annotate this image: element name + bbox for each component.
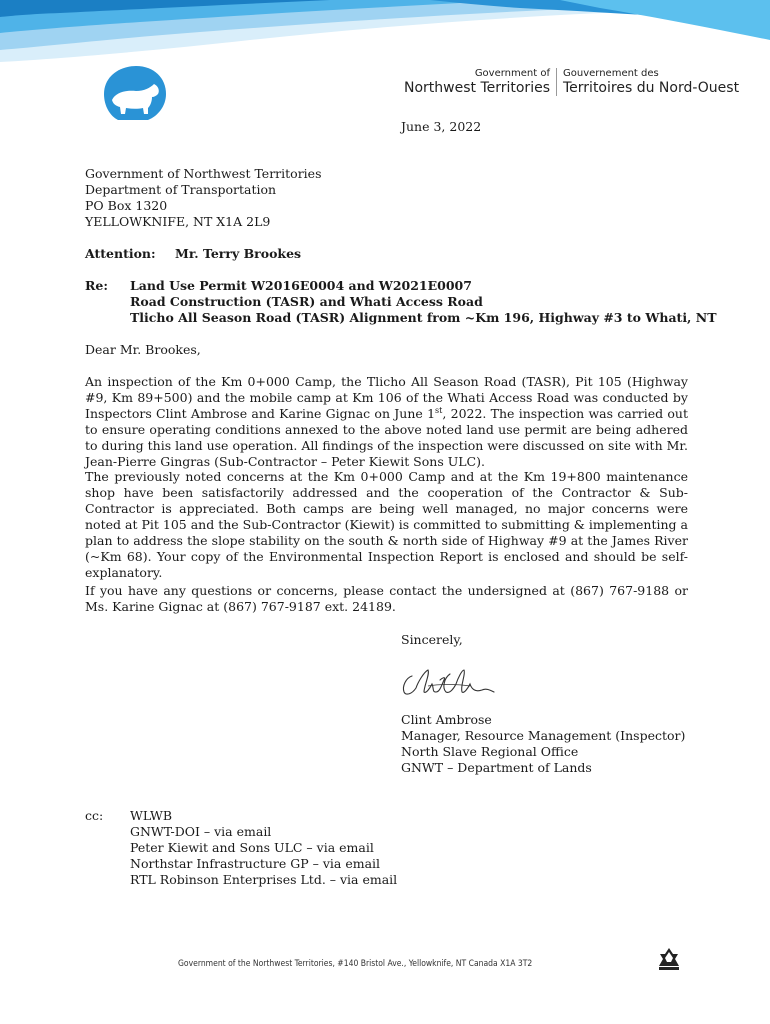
header-divider	[556, 68, 557, 96]
paragraph-concerns: The previously noted concerns at the Km 0+000 Camp and at the Km 19+800 maintenance shop have been satisfactorily addressed and the cooperation of the Contractor & Sub-Contractor is appreciated. Both camps are being well managed, no major concerns were noted at Pit 105 and the Sub-Contractor (Kiewit) is committed to submitting & implementing a plan to address the slope stability on the south & north side of Highway #9 at the James River (~Km 68). Your copy of the Environmental Inspection Report is enclosed and should be self-explanatory.	[85, 469, 688, 580]
paragraph-1-part-a: An inspection of the Km 0+000 Camp, the Tlicho All Season Road (TASR), Pit 105 (Highway #9, Km 89+500) and the mobile camp at Km 106 of the Whati Access Road was conducted by Inspectors Clint Ambrose and Karine Gignac on June 1	[85, 374, 688, 421]
re-line-1: Land Use Permit W2016E0004 and W2021E0007	[130, 278, 472, 293]
address-line-2: Department of Transportation	[85, 182, 277, 197]
header-swoosh-graphic	[0, 0, 770, 70]
salutation: Dear Mr. Brookes,	[85, 342, 201, 357]
address-line-3: PO Box 1320	[85, 198, 168, 213]
signer-title: Manager, Resource Management (Inspector)	[401, 728, 686, 743]
footer-address: Government of the Northwest Territories, #140 Bristol Ave., Yellowknife, NT Canada X1A 3T2	[178, 959, 533, 969]
handwritten-signature	[398, 662, 508, 702]
signer-department: GNWT – Department of Lands	[401, 760, 592, 775]
re-line-2: Road Construction (TASR) and Whati Access Road	[130, 294, 483, 309]
paragraph-1-part-b: , 2022. The inspection was carried out to ensure operating conditions annexed to the above noted land use permit are being adhered to during this land use operation. All findings of the inspection were discussed on site with Mr. Jean-Pierre Gingras (Sub-Contractor – Peter Kiewit Sons ULC).	[85, 406, 688, 469]
cc-item: RTL Robinson Enterprises Ltd. – via email	[130, 872, 398, 887]
attention-name: Mr. Terry Brookes	[175, 246, 302, 261]
cc-item: Peter Kiewit and Sons ULC – via email	[130, 840, 374, 855]
letter-date: June 3, 2022	[401, 119, 482, 134]
cc-label: cc:	[85, 808, 104, 823]
attention-label: Attention:	[85, 246, 156, 261]
government-name-french	[563, 68, 763, 96]
re-label: Re:	[85, 278, 108, 293]
polar-bear-icon	[98, 64, 170, 124]
gov-fr-small-text: Gouvernement des	[563, 68, 659, 79]
paragraph-inspection	[85, 374, 688, 470]
gov-en-small-text: Government of	[474, 68, 550, 79]
re-line-3: Tlicho All Season Road (TASR) Alignment from ~Km 196, Highway #3 to Whati, NT	[130, 310, 717, 325]
signer-office: North Slave Regional Office	[401, 744, 579, 759]
closing: Sincerely,	[401, 632, 463, 647]
address-line-1: Government of Northwest Territories	[85, 166, 322, 181]
ordinal-suffix: st	[435, 405, 443, 415]
gov-fr-big-text: Territoires du Nord-Ouest	[563, 80, 740, 96]
cc-item: GNWT-DOI – via email	[130, 824, 272, 839]
gov-en-big-text: Northwest Territories	[403, 80, 550, 96]
paragraph-contact: If you have any questions or concerns, please contact the undersigned at (867) 767-9188 or Ms. Karine Gignac at (867) 767-9187 ext. 24189.	[85, 583, 688, 614]
cc-item: WLWB	[130, 808, 173, 823]
cc-item: Northstar Infrastructure GP – via email	[130, 856, 381, 871]
gnwt-emblem-icon	[656, 946, 682, 972]
address-line-4: YELLOWKNIFE, NT X1A 2L9	[85, 214, 271, 229]
signer-name: Clint Ambrose	[401, 712, 492, 727]
re-subject	[130, 278, 717, 326]
government-name-english	[394, 68, 550, 96]
